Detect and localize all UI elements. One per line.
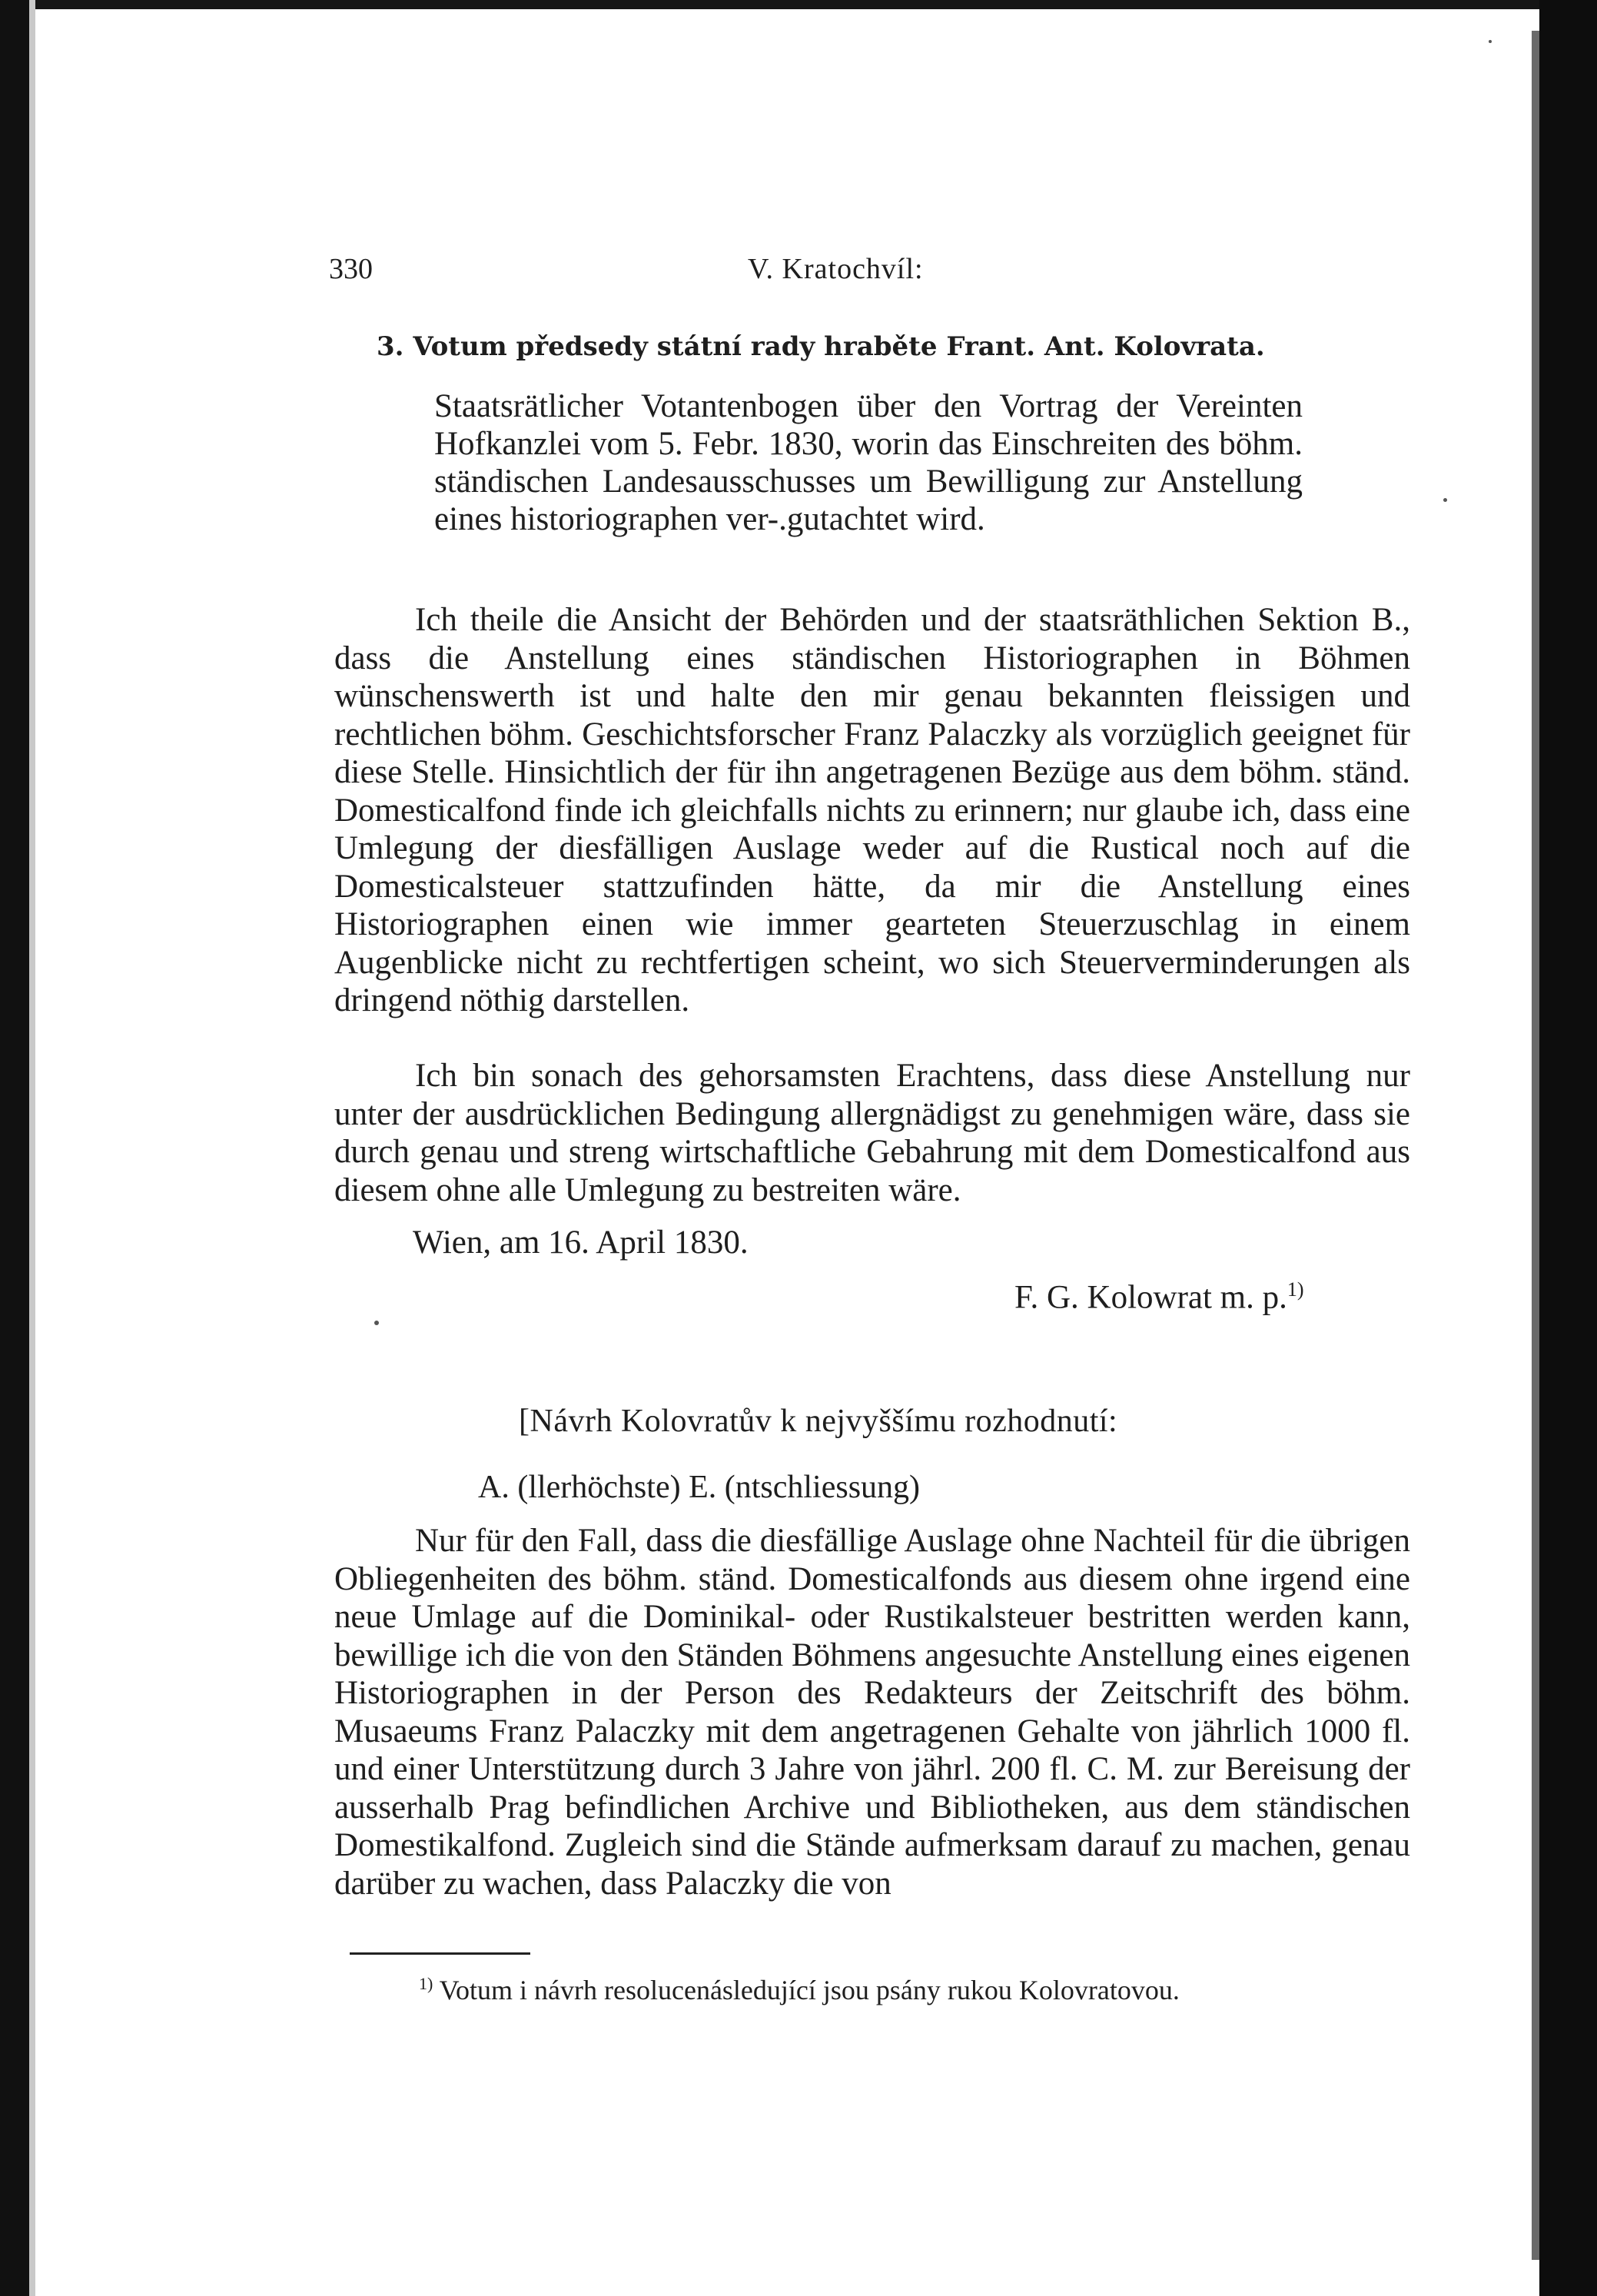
scan-border-right-inner: [1532, 31, 1539, 2260]
footnote-text: Votum i návrh resolucenásledující jsou psány rukou Kolovratovou.: [433, 1975, 1180, 2005]
running-head: V. Kratochvíl:: [748, 253, 924, 285]
scan-border-right: [1539, 0, 1597, 2296]
page-header: [329, 252, 1389, 291]
body-paragraph: Ich bin sonach des gehorsamsten Erachtens, dass diese Anstellung nur unter der ausdrücklichen Bedingung allergnädigst zu genehmigen wäre, dass sie durch genau und streng wirtschaftliche Gebahrung mit dem Domesticalfond aus diesem ohne alle Umlegung zu bestreiten wäre.: [334, 1058, 1410, 1208]
scan-border-left: [0, 0, 29, 2296]
scan-speck: [1489, 40, 1492, 43]
footnote-reference: 1): [1287, 1278, 1304, 1301]
document-summary: Staatsrätlicher Votantenbogen über den Vortrag der Vereinten Hofkanzlei vom 5. Febr. 1830, worin das Einschreiten des böhm. ständischen Landesausschusses um Bewilligung zur Anstellung eines historiographen ver-.gutachtet wird.: [434, 388, 1303, 537]
date-line: Wien, am 16. April 1830.: [413, 1224, 749, 1261]
scan-speck: [374, 1321, 379, 1325]
scan-border-left-inner: [29, 0, 35, 2296]
signature-text: F. G. Kolowrat m. p.: [1014, 1279, 1287, 1316]
section-title: 3. Votum předsedy státní rady hraběte Frant. Ant. Kolovrata.: [377, 331, 1265, 362]
footnote-divider: [350, 1952, 530, 1955]
resolution-heading: A. (llerhöchste) E. (ntschliessung): [478, 1470, 921, 1505]
footnote-mark: 1): [419, 1974, 433, 1993]
scan-speck: [1443, 498, 1447, 502]
body-paragraph: Ich theile die Ansicht der Behörden und der staatsräthlichen Sektion B., dass die Anstellung eines ständischen Historiographen in Böhmen wünschenswerth ist und halte den mir genau bekannten fleissigen und rechtlichen böhm. Geschichtsforscher Franz Palaczky als vorzüglich geeignet für diese Stelle. Hinsichtlich der für ihn angetragenen Bezüge aus dem böhm. ständ. Domesticalfond finde ich gleichfalls nichts zu erinnern; nur glaube ich, dass eine Umlegung der diesfälligen Auslage weder auf die Rustical noch auf die Domesticalsteuer stattzufinden hätte, da mir die Anstellung eines Historiographen einen wie immer gearteten Steuerzuschlag in einem Augenblicke nicht zu rechtfertigen scheint, wo sich Steuerverminderungen als dringend nöthig darstellen.: [334, 602, 1410, 1018]
scan-border-top: [0, 0, 1597, 9]
signature: [1014, 1278, 1304, 1316]
page-number: 330: [329, 253, 373, 285]
proposal-paragraph: Nur für den Fall, dass die diesfällige Auslage ohne Nachteil für die übrigen Obliegenheiten des böhm. ständ. Domesticalfonds aus diesem ohne irgend eine neue Umlage auf die Dominikal- oder Rustikalsteuer bestritten werden kann, bewillige ich die von den Ständen Böhmens angesuchte Anstellung eines eigenen Historiographen in der Person des Redakteurs der Zeitschrift des böhm. Musaeums Franz Palaczky mit dem angetragenen Gehalte von jährlich 1000 fl. und einer Unterstützung durch 3 Jahre von jährl. 200 fl. C. M. zur Bereisung der ausserhalb Prag befindlichen Archive und Bibliotheken, aus dem ständischen Domestikalfond. Zugleich sind die Stände aufmerksam darauf zu machen, genau darüber zu wachen, dass Palaczky die von: [334, 1523, 1410, 1902]
footnote: [419, 1974, 1180, 2006]
proposal-heading: [Návrh Kolovratův k nejvyššímu rozhodnutí:: [519, 1404, 1118, 1439]
